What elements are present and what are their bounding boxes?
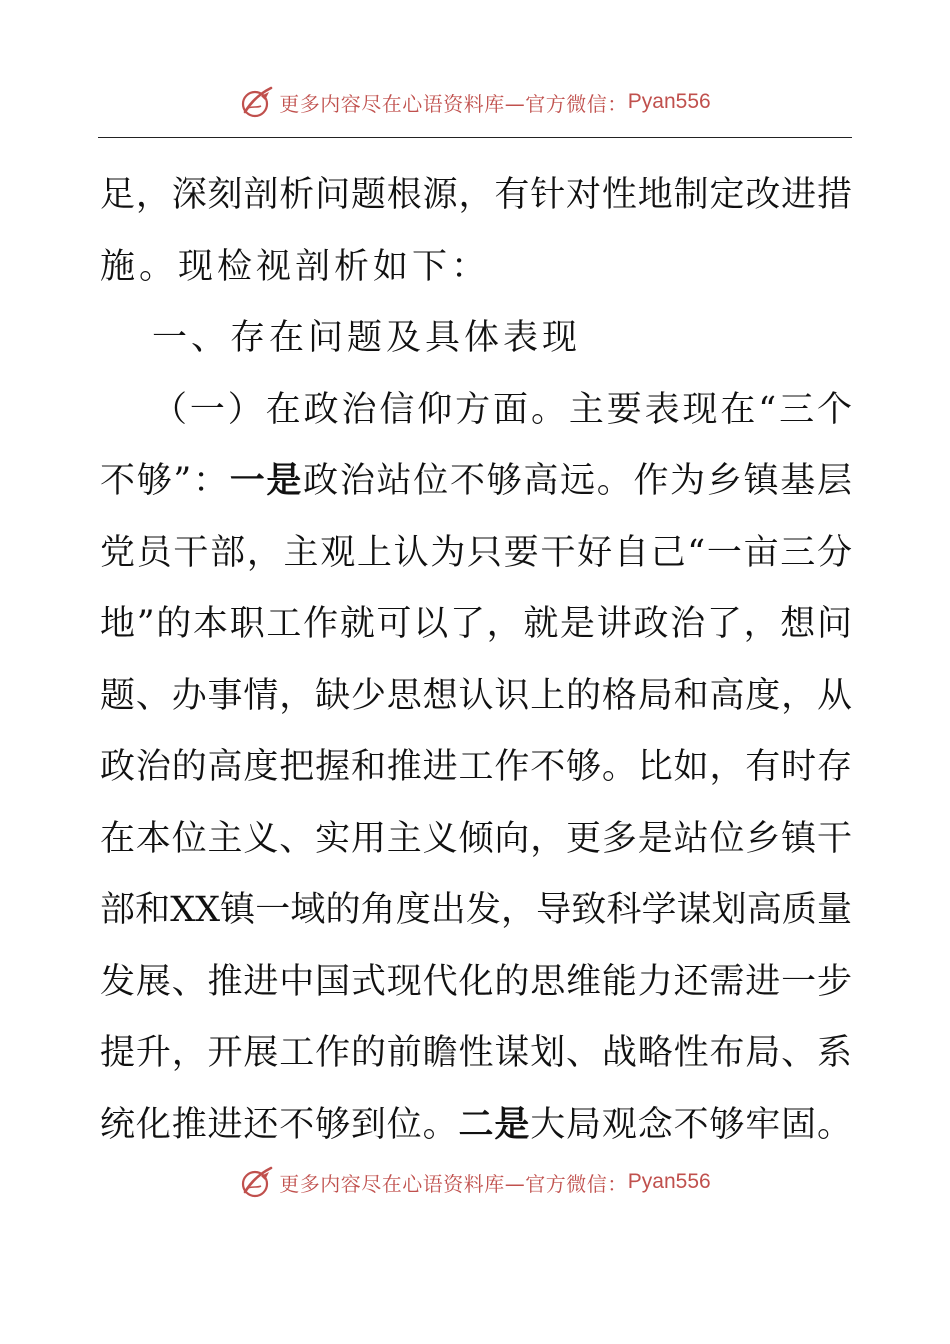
watermark-main-text: 更多内容尽在心语资料库 [279, 91, 505, 116]
watermark-separator-text: —官方微信： [504, 1171, 628, 1196]
watermark-separator-text: —官方微信： [504, 91, 628, 116]
paragraph-line: 政治的高度把握和推进工作不够。比如，有时存 [100, 747, 852, 787]
paragraph-line: 提升，开展工作的前瞻性谋划、战略性布局、系 [100, 1033, 852, 1073]
paragraph-line: 足，深刻剖析问题根源，有针对性地制定改进措 [100, 175, 852, 215]
subsection-heading: （一）在政治信仰方面。主要表现在“三个 [152, 389, 852, 430]
paragraph-line: 施。现检视剖析如下： [100, 246, 491, 287]
paragraph-line: 在本位主义、实用主义倾向，更多是站位乡镇干 [100, 818, 852, 859]
paragraph-line: 题、办事情，缺少思想认识上的格局和高度，从 [100, 675, 852, 716]
watermark-wechat-id: Pyan556 [627, 1170, 711, 1193]
text-span: 大局观念不够牢固。 [530, 1104, 852, 1145]
bold-marker-first: 一是 [229, 461, 304, 501]
paragraph-line: 部和XX镇一域的角度出发，导致科学谋划高质量 [100, 890, 852, 930]
paragraph-line: 党员干部，主观上认为只要干好自己“一亩三分 [100, 532, 852, 573]
paragraph-line [100, 1090, 852, 1162]
header-divider [98, 137, 852, 138]
footer-watermark [0, 1162, 950, 1202]
section-heading: 一、存在问题及具体表现 [152, 318, 582, 358]
pen-logo-icon [239, 84, 275, 120]
document-body [100, 160, 852, 1161]
watermark-wechat-id: Pyan556 [627, 90, 711, 113]
header-watermark [0, 82, 950, 122]
watermark-main-text: 更多内容尽在心语资料库 [279, 1171, 505, 1196]
text-span: 政治站位不够高远。作为乡镇基层 [303, 461, 852, 501]
paragraph-line [100, 446, 852, 518]
bold-marker-second: 二是 [458, 1104, 531, 1145]
text-span: 统化推进还不够到位。 [100, 1104, 459, 1145]
paragraph-line: 发展、推进中国式现代化的思维能力还需进一步 [100, 961, 852, 1002]
pen-logo-icon [239, 1164, 275, 1200]
paragraph-line: 地”的本职工作就可以了，就是讲政治了，想问 [100, 604, 852, 644]
text-span: 不够”： [100, 461, 230, 501]
